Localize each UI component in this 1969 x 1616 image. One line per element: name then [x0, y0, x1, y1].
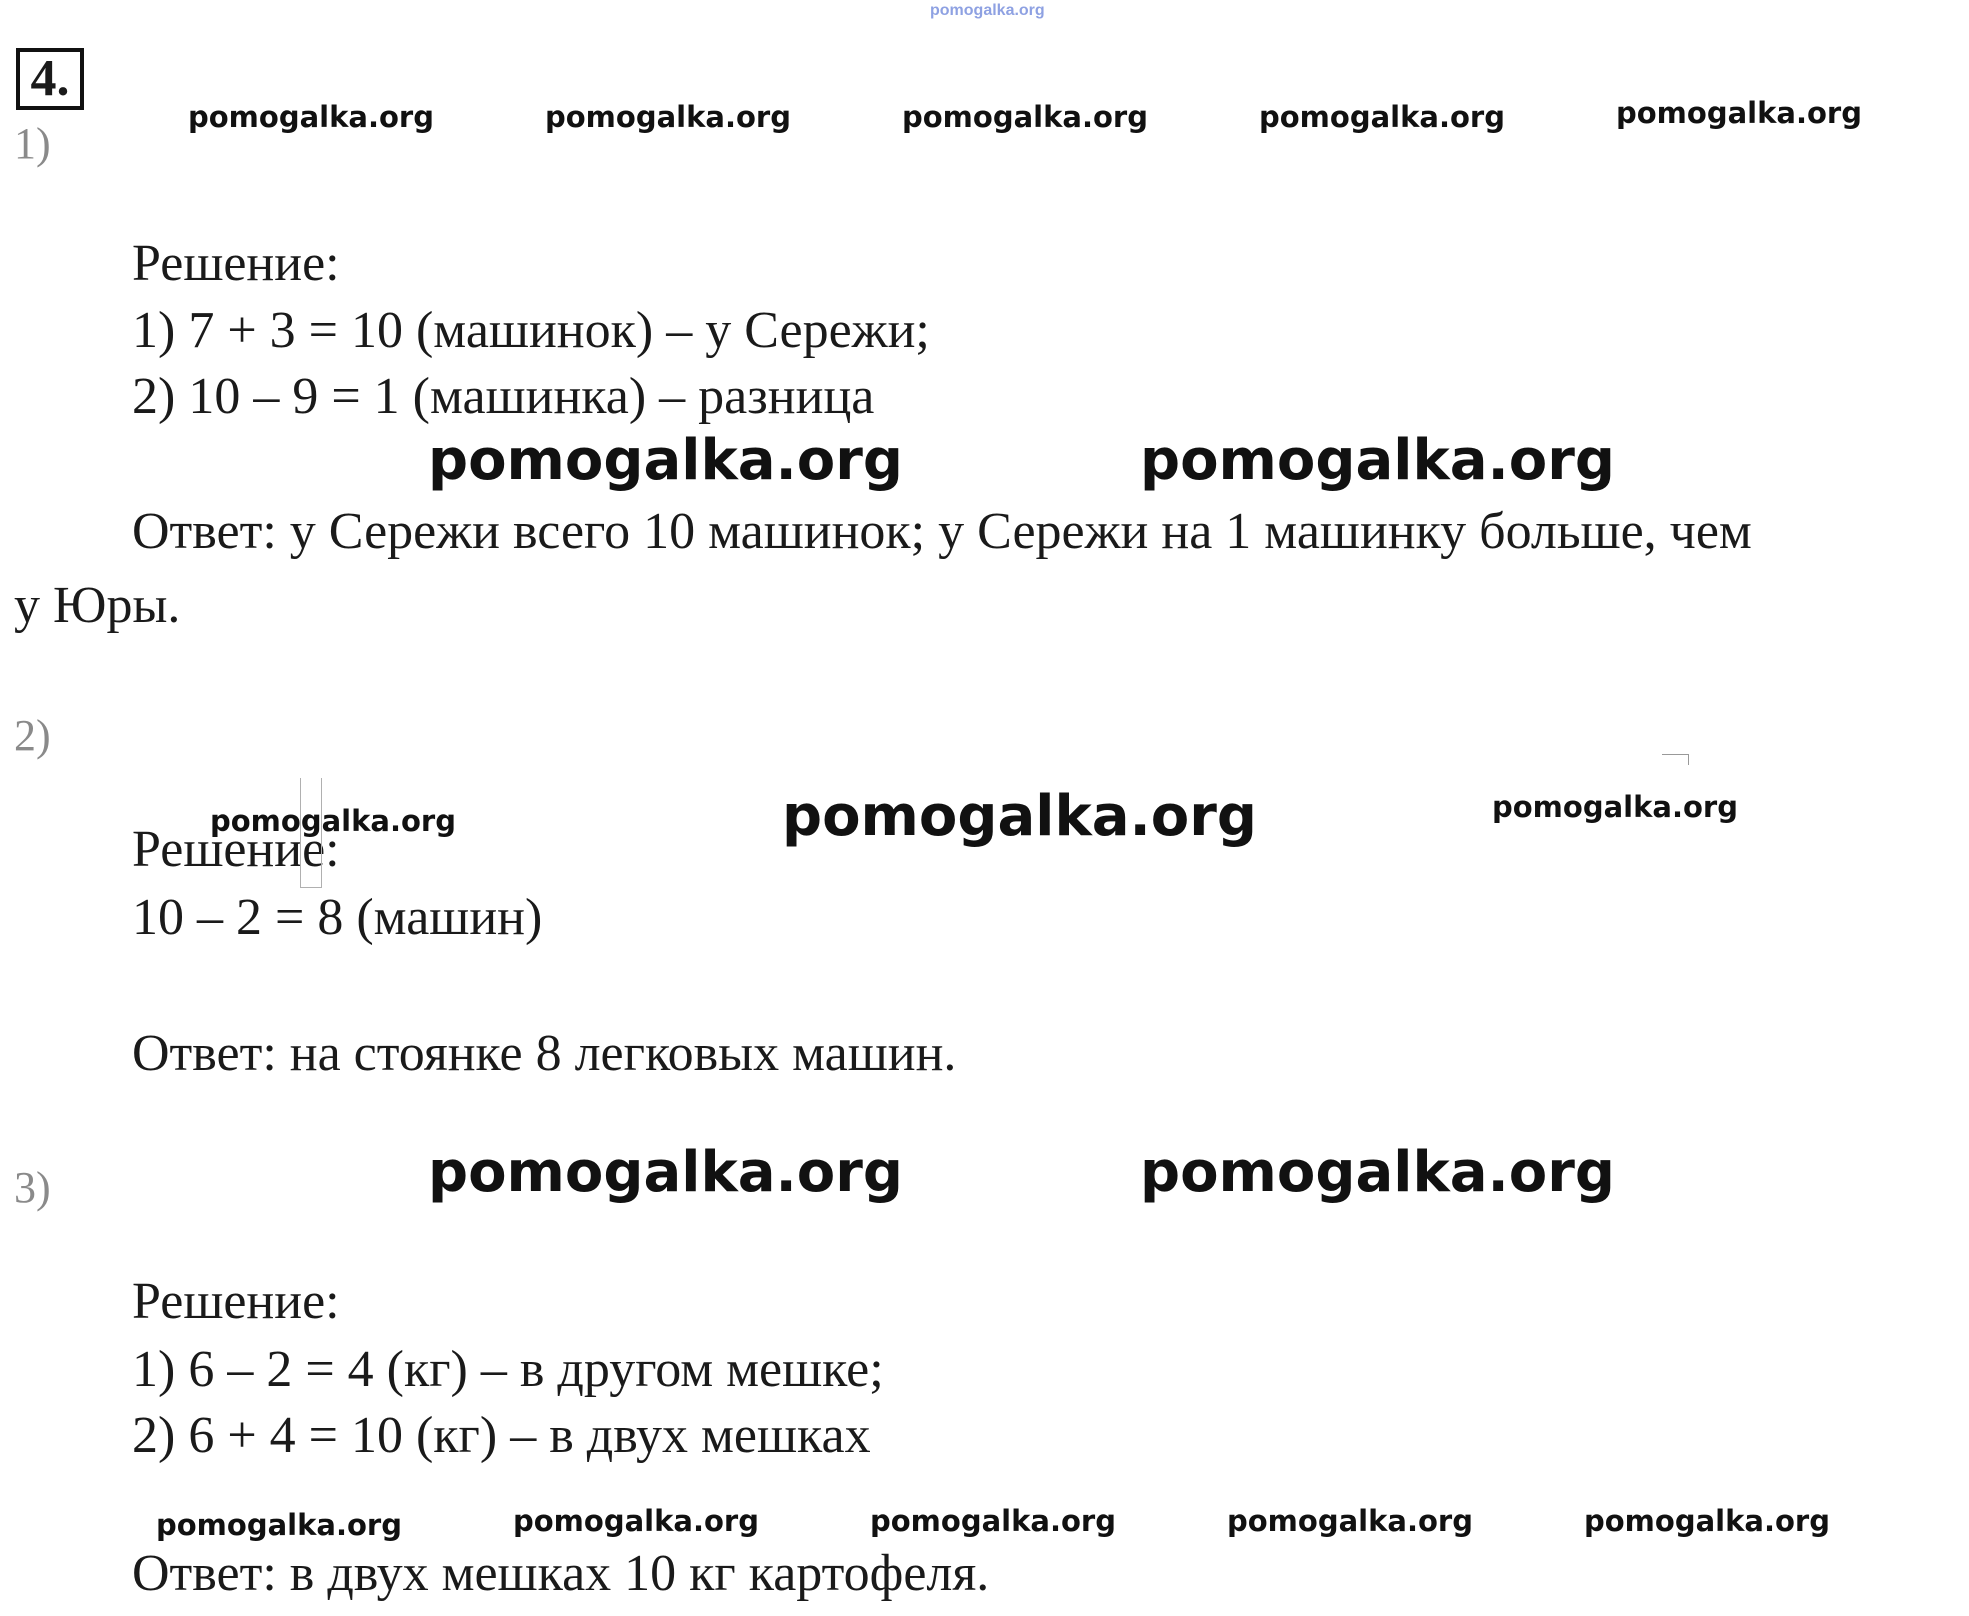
watermark: pomogalka.org [513, 1504, 759, 1538]
watermark: pomogalka.org [545, 100, 791, 134]
solution-label-1: Решение: [132, 235, 340, 292]
watermark: pomogalka.org [188, 100, 434, 134]
answer-1-line-2: у Юры. [14, 577, 181, 634]
solution-step-2-1: 10 – 2 = 8 (машин) [132, 889, 543, 946]
solution-step-3-1: 1) 6 – 2 = 4 (кг) – в другом мешке; [132, 1341, 884, 1398]
watermark: pomogalka.org [1616, 96, 1862, 130]
corner-mark [1662, 754, 1689, 765]
task-number-box: 4. [16, 48, 84, 110]
watermark-large: pomogalka.org [782, 784, 1257, 849]
watermark-large: pomogalka.org [428, 1140, 903, 1205]
watermark: pomogalka.org [1259, 100, 1505, 134]
text-cursor-mark [300, 778, 322, 888]
part-number-1: 1) [14, 119, 51, 168]
answer-1-line-1: Ответ: у Сережи всего 10 машинок; у Сережи на 1 машинку больше, чем [132, 503, 1752, 560]
solution-step-3-2: 2) 6 + 4 = 10 (кг) – в двух мешках [132, 1407, 871, 1464]
part-number-3: 3) [14, 1163, 51, 1212]
part-number-2: 2) [14, 711, 51, 760]
watermark: pomogalka.org [1584, 1504, 1830, 1538]
answer-3: Ответ: в двух мешках 10 кг картофеля. [132, 1545, 990, 1602]
watermark: pomogalka.org [210, 804, 456, 838]
solution-step-1-1: 1) 7 + 3 = 10 (машинок) – у Сережи; [132, 302, 930, 359]
watermark: pomogalka.org [156, 1508, 402, 1542]
watermark: pomogalka.org [1492, 790, 1738, 824]
solution-label-3: Решение: [132, 1273, 340, 1330]
watermark-large: pomogalka.org [1140, 428, 1615, 493]
watermark: pomogalka.org [870, 1504, 1116, 1538]
top-watermark: pomogalka.org [930, 2, 1045, 19]
watermark-large: pomogalka.org [1140, 1140, 1615, 1205]
solution-label-2: Решение: [132, 821, 340, 878]
watermark: pomogalka.org [902, 100, 1148, 134]
solution-step-1-2: 2) 10 – 9 = 1 (машинка) – разница [132, 368, 875, 425]
watermark-large: pomogalka.org [428, 428, 903, 493]
answer-2: Ответ: на стоянке 8 легковых машин. [132, 1025, 957, 1082]
watermark: pomogalka.org [1227, 1504, 1473, 1538]
